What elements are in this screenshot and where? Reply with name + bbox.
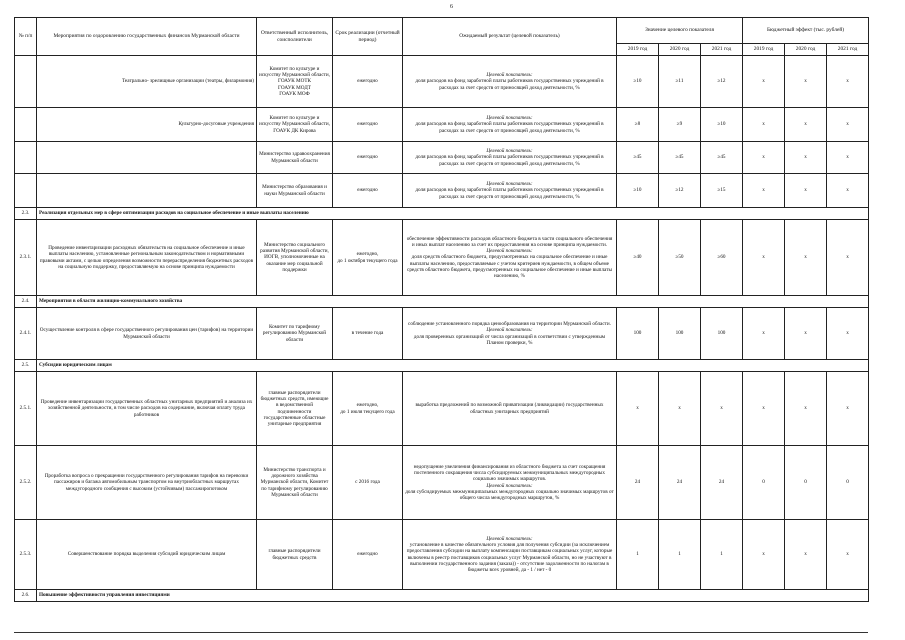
target-2021: 1 [701, 520, 743, 590]
result-indicator-label: Целевой показатель: [486, 181, 533, 188]
result-indicator: доля расходов на фонд заработной платы работников государственных учреждений в расходах за счет средств от приносящей доход деятельности, % [415, 154, 604, 167]
table-row [15, 174, 869, 208]
target-2021: ≥10 [701, 108, 743, 142]
effect-2020: 0 [785, 446, 827, 520]
target-2019: 24 [617, 446, 659, 520]
target-2020: 100 [659, 308, 701, 360]
effect-2020: x [785, 174, 827, 208]
deadline-cell: ежегодно, до 1 октября текущего года [333, 220, 403, 296]
result-indicator-label: Целевой показатель: [486, 148, 533, 155]
row-number: 2.5.2. [15, 446, 37, 520]
deadline-cell: в течение года [333, 308, 403, 360]
header-year-2021: 2021 год [701, 44, 743, 56]
header-effect-year-2019: 2019 год [743, 44, 785, 56]
header-result: Ожидаемый результат (целевой показатель) [403, 18, 617, 56]
table-row [15, 308, 869, 360]
effect-2019: x [743, 308, 785, 360]
result-text: обеспечение эффективности расходов областного бюджета в части социального обеспечения и иных выплат населению за счет их предоставления на основе принципа нуждаемости. [406, 235, 613, 248]
table-row [15, 108, 869, 142]
header-target-group: Значение целевого показателя [617, 18, 743, 44]
result-text: выработка предложений по возможной приватизации (ликвидации) государственных областных унитарных предприятий [415, 402, 604, 415]
executor-cell: Министерство здравоохранения Мурманской области [257, 142, 333, 174]
target-2019: x [617, 372, 659, 446]
section-row [15, 208, 869, 220]
section-row [15, 360, 869, 372]
deadline-cell: ежегодно [333, 142, 403, 174]
result-cell [403, 372, 617, 446]
executor-cell: главные распорядители бюджетных средств [257, 520, 333, 590]
executor-cell: Министерство образования и науки Мурманской области [257, 174, 333, 208]
effect-2021: x [827, 372, 869, 446]
table-row [15, 446, 869, 520]
result-cell [403, 142, 617, 174]
result-cell [403, 446, 617, 520]
header-budget-group: Бюджетный эффект (тыс. рублей) [743, 18, 869, 44]
result-indicator-label: Целевой показатель: [486, 248, 533, 255]
measures-table [14, 17, 869, 602]
section-title: Субсидии юридическим лицам [37, 360, 869, 372]
effect-2020: x [785, 56, 827, 108]
executor-cell: Комитет по культуре и искусству Мурманской области, ГОАУК ДК Кирова [257, 108, 333, 142]
executor-cell: Министерство социального развития Мурманской области, ИОГВ, уполномоченные на оказание мер социальной поддержки [257, 220, 333, 296]
result-indicator-label: Целевой показатель: [486, 327, 533, 334]
measure-cell [37, 174, 257, 208]
table-body [15, 56, 869, 602]
effect-2019: x [743, 220, 785, 296]
result-indicator-label: Целевой показатель: [486, 482, 533, 489]
executor-cell: Министерство транспорта и дорожного хозяйства Мурманской области, Комитет по тарифному регулированию Мурманской области [257, 446, 333, 520]
measure-cell: Проведение инвентаризации государственных областных унитарных предприятий и анализа их хозяйственной деятельности, в том числе расходов на содержание, включая оплату труда работников [37, 372, 257, 446]
result-cell [403, 520, 617, 590]
deadline-cell: ежегодно [333, 108, 403, 142]
result-text: недопущение увеличения финансирования из областного бюджета за счет сокращения постепенного сокращения числа субсидируемых межмуниципальных междугородных социально значимых маршрутов. [413, 463, 606, 483]
header-effect-year-2021: 2021 год [827, 44, 869, 56]
target-2020: ≥9 [659, 108, 701, 142]
result-indicator: доля проверенных организаций от числа организаций в соответствии с утвержденным Планом проверки, % [413, 333, 606, 346]
result-indicator: установление в качестве обязательного условия для получения субсидии (за исключением предоставления субсидии на выплату компенсации поставщикам социальных услуг, которые включены в реестр поставщиков социальных услуг Мурманской области, но не участвуют в выполнении государственного задания (заказа)) - отсутствие задолженности по налогам в бюджеты всех уровней, да - 1 / нет - 0 [406, 542, 613, 573]
deadline-cell: ежегодно, до 1 июля текущего года [333, 372, 403, 446]
effect-2019: x [743, 56, 785, 108]
target-2020: ≥11 [659, 56, 701, 108]
row-number: 2.3.1. [15, 220, 37, 296]
measure-cell: Проведение инвентаризации расходных обязательств на социальное обеспечение и иные выплаты населению, установленные региональным законодательством и нормативными правовыми актами, с целью определения возможности перераспределения бюджетных расходов на социальную поддержку, предоставляемую на основе принципа нуждаемости [37, 220, 257, 296]
executor-cell: Комитет по культуре и искусству Мурманской области, ГОАУК МОТК ГОАУК МОДТ ГОАУК МОФ [257, 56, 333, 108]
bottom-rule [14, 632, 868, 633]
table-row [15, 56, 869, 108]
row-number [15, 142, 37, 174]
effect-2021: x [827, 308, 869, 360]
target-2020: ≥50 [659, 220, 701, 296]
effect-2021: x [827, 56, 869, 108]
effect-2021: x [827, 174, 869, 208]
target-2019: 1 [617, 520, 659, 590]
effect-2021: x [827, 220, 869, 296]
result-indicator: доля расходов на фонд заработной платы работников государственных учреждений в расходах за счет средств от приносящей доход деятельности, % [415, 187, 604, 200]
effect-2019: x [743, 372, 785, 446]
result-cell [403, 174, 617, 208]
table-row [15, 220, 869, 296]
effect-2020: x [785, 308, 827, 360]
measure-cell [37, 142, 257, 174]
row-number [15, 174, 37, 208]
row-number [15, 108, 37, 142]
section-number: 2.4. [15, 296, 37, 308]
target-2021: ≥15 [701, 174, 743, 208]
section-title: Мероприятия в области жилищно-коммунального хозяйства [37, 296, 869, 308]
result-text: соблюдение установленного порядка ценообразования на территории Мурманской области. [408, 321, 611, 328]
header-deadline: Срок реализации (отчетный период) [333, 18, 403, 56]
result-indicator: доля субсидируемых межмуниципальных междугородных социально значимых маршрутов от общего числа междугородных маршрутов, % [405, 488, 614, 501]
deadline-cell: ежегодно [333, 520, 403, 590]
header-num: № п/п [15, 18, 37, 56]
header-year-2020: 2020 год [659, 44, 701, 56]
effect-2019: 0 [743, 446, 785, 520]
measure-cell: Проработка вопроса о прекращении государственного регулирования тарифов на перевозки пассажиров и багажа автомобильным транспортом на внутриобластных маршрутах междугородного сообщения с высоким (устойчивым) пассажиропотоком [37, 446, 257, 520]
target-2019: ≥10 [617, 56, 659, 108]
section-title: Повышение эффективности управления инвестициями [37, 590, 869, 602]
target-2021: 100 [701, 308, 743, 360]
result-cell [403, 220, 617, 296]
result-indicator: доля средств областного бюджета, предусмотренных на социальное обеспечение и иные выплаты населению, предоставляемые с учетом критериев нуждаемости, в общем объеме средств областного бюджета, предусмотренных на социальное обеспечение и иные выплаты населению, % [407, 254, 612, 279]
section-number: 2.5. [15, 360, 37, 372]
effect-2020: x [785, 220, 827, 296]
header-executor: Ответственный исполнитель, соисполнители [257, 18, 333, 56]
effect-2021: 0 [827, 446, 869, 520]
effect-2019: x [743, 142, 785, 174]
effect-2019: x [743, 174, 785, 208]
target-2020: x [659, 372, 701, 446]
effect-2020: x [785, 108, 827, 142]
target-2021: ≥45 [701, 142, 743, 174]
section-number: 2.6. [15, 590, 37, 602]
target-2020: 24 [659, 446, 701, 520]
target-2021: ≥12 [701, 56, 743, 108]
target-2021: x [701, 372, 743, 446]
deadline-cell: ежегодно [333, 174, 403, 208]
result-indicator-label: Целевой показатель: [486, 72, 533, 79]
executor-cell: Комитет по тарифному регулированию Мурманской области [257, 308, 333, 360]
measure-cell: Театрально- зрелищные организации (театры, филармония) [37, 56, 257, 108]
section-row [15, 296, 869, 308]
target-2020: ≥12 [659, 174, 701, 208]
effect-2021: x [827, 108, 869, 142]
target-2020: ≥45 [659, 142, 701, 174]
result-cell [403, 56, 617, 108]
result-indicator-label: Целевой показатель: [486, 115, 533, 122]
result-cell [403, 108, 617, 142]
measure-cell: Культурно-досуговые учреждения [37, 108, 257, 142]
section-number: 2.3. [15, 208, 37, 220]
measure-cell: Совершенствование порядка выделения субсидий юридическим лицам [37, 520, 257, 590]
result-indicator: доля расходов на фонд заработной платы работников государственных учреждений в расходах за счет средств от приносящей доход деятельности, % [415, 121, 604, 134]
target-2019: ≥10 [617, 174, 659, 208]
effect-2021: x [827, 142, 869, 174]
target-2021: ≥60 [701, 220, 743, 296]
result-indicator-label: Целевой показатель: [486, 535, 533, 542]
table-row [15, 142, 869, 174]
result-cell [403, 308, 617, 360]
effect-2021: x [827, 520, 869, 590]
row-number: 2.5.3. [15, 520, 37, 590]
target-2019: ≥8 [617, 108, 659, 142]
effect-2020: x [785, 372, 827, 446]
target-2020: 1 [659, 520, 701, 590]
page-number: 6 [450, 4, 453, 10]
header-year-2019: 2019 год [617, 44, 659, 56]
measure-cell: Осуществление контроля в сфере государственного регулирования цен (тарифов) на территории Мурманской области [37, 308, 257, 360]
row-number [15, 56, 37, 108]
header-measure: Мероприятия по оздоровлению государственных финансов Мурманской области [37, 18, 257, 56]
target-2021: 24 [701, 446, 743, 520]
target-2019: ≥40 [617, 220, 659, 296]
effect-2020: x [785, 520, 827, 590]
result-indicator: доля расходов на фонд заработной платы работников государственных учреждений в расходах за счет средств от приносящей доход деятельности, % [415, 78, 604, 91]
table-row [15, 372, 869, 446]
section-title: Реализация отдельных мер в сфере оптимизации расходов на социальное обеспечение и иные выплаты населению [37, 208, 869, 220]
header-effect-year-2020: 2020 год [785, 44, 827, 56]
target-2019: ≥45 [617, 142, 659, 174]
effect-2019: x [743, 108, 785, 142]
section-row [15, 590, 869, 602]
deadline-cell: ежегодно [333, 56, 403, 108]
row-number: 2.5.1. [15, 372, 37, 446]
effect-2019: x [743, 520, 785, 590]
target-2019: 100 [617, 308, 659, 360]
table-row [15, 520, 869, 590]
effect-2020: x [785, 142, 827, 174]
row-number: 2.4.1. [15, 308, 37, 360]
deadline-cell: с 2016 года [333, 446, 403, 520]
executor-cell: главные распорядители бюджетных средств, имеющие в ведомственной подчиненности государственные областные унитарные предприятия [257, 372, 333, 446]
